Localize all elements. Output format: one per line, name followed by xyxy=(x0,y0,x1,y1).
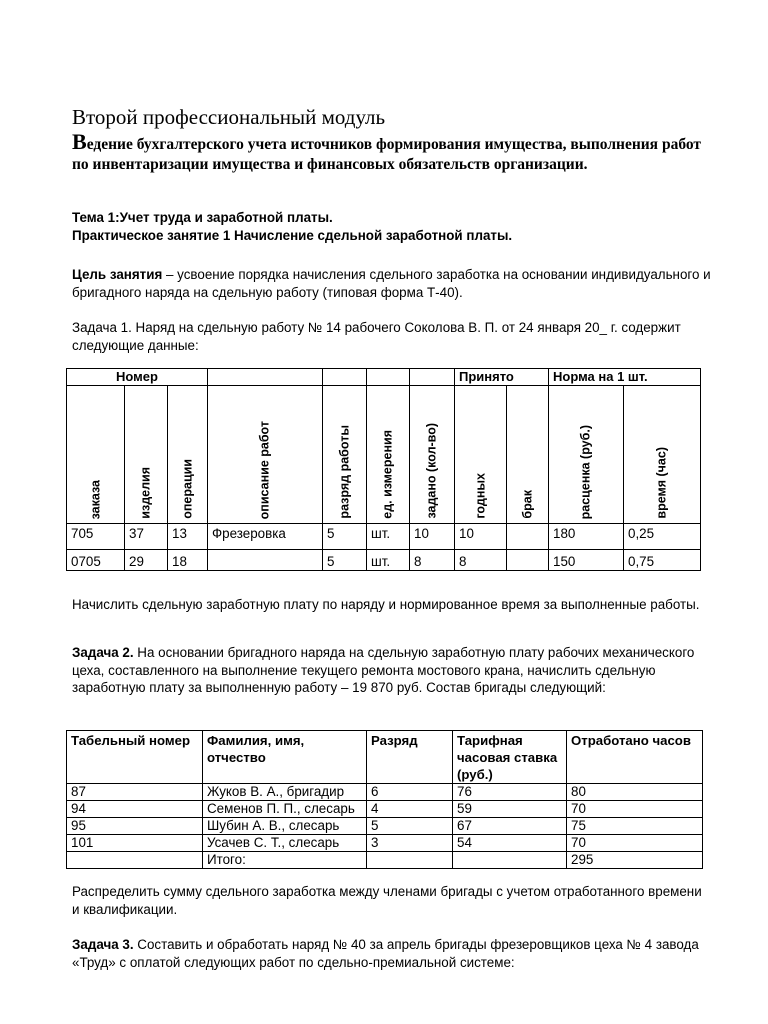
module-subtitle xyxy=(72,129,712,175)
table-cell: 75 xyxy=(567,818,703,835)
col-header-grade: Разряд xyxy=(367,731,453,784)
table-cell: Итого: xyxy=(203,852,367,869)
table-cell: 59 xyxy=(453,801,567,818)
task1-instruction: Начислить сдельную заработную плату по наряду и нормированное время за выполненные работы. xyxy=(72,597,700,612)
table-cell: 95 xyxy=(67,818,203,835)
task1-intro: Задача 1. Наряд на сдельную работу № 14 рабочего Соколова В. П. от 24 января 20_ г. содержит следующие данные: xyxy=(72,320,681,353)
table-row xyxy=(67,550,701,571)
col-header-rate: расценка (руб.) xyxy=(549,386,624,524)
table-cell: 705 xyxy=(67,524,125,550)
table-cell: 0,75 xyxy=(624,550,701,571)
col-header-unit: ед. измерения xyxy=(367,386,410,524)
header-spacer xyxy=(367,369,410,386)
lesson-title: Практическое занятие 1 Начисление сдельной заработной платы. xyxy=(72,228,513,243)
table-cell: 4 xyxy=(367,801,453,818)
task3-label: Задача 3. xyxy=(72,937,134,952)
table-cell: 37 xyxy=(125,524,168,550)
table-cell: 13 xyxy=(168,524,208,550)
task2-text: На основании бригадного наряда на сдельную заработную плату рабочих механического цеха, составленного на выполнение текущего ремонта мостового крана, начислить сдельную заработную плату за выполненную работу – 19 870 руб. Состав бригады следующий: xyxy=(72,645,695,695)
table-cell: Жуков В. А., бригадир xyxy=(203,784,367,801)
table-column-header-row xyxy=(67,386,701,524)
col-header-assigned: задано (кол-во) xyxy=(410,386,455,524)
header-norm-group: Норма на 1 шт. xyxy=(549,369,701,386)
brigade-table xyxy=(66,730,703,869)
table-cell xyxy=(367,852,453,869)
table-row xyxy=(67,801,703,818)
table-cell: 70 xyxy=(567,801,703,818)
table-header-row xyxy=(67,731,703,784)
col-header-defect: брак xyxy=(507,386,549,524)
table-cell xyxy=(453,852,567,869)
table-total-row xyxy=(67,852,703,869)
table-cell: 8 xyxy=(455,550,507,571)
col-header-operation: операции xyxy=(168,386,208,524)
table-cell: 87 xyxy=(67,784,203,801)
table-cell: 67 xyxy=(453,818,567,835)
col-header-item: изделия xyxy=(125,386,168,524)
header-spacer xyxy=(410,369,455,386)
table-row xyxy=(67,818,703,835)
table-cell: 76 xyxy=(453,784,567,801)
table-cell xyxy=(208,550,323,571)
col-header-full-name: Фамилия, имя, отчество xyxy=(203,731,367,784)
table-cell: 18 xyxy=(168,550,208,571)
task2-label: Задача 2. xyxy=(72,645,134,660)
table-cell: 150 xyxy=(549,550,624,571)
col-header-order: заказа xyxy=(67,386,125,524)
table-row xyxy=(67,784,703,801)
col-header-time: время (час) xyxy=(624,386,701,524)
table-cell: Фрезеровка xyxy=(208,524,323,550)
table-cell: Усачев С. Т., слесарь xyxy=(203,835,367,852)
table-cell xyxy=(507,550,549,571)
table-cell: 70 xyxy=(567,835,703,852)
header-accepted-group: Принято xyxy=(455,369,549,386)
table-cell: 5 xyxy=(323,550,367,571)
goal-text: – усвоение порядка начисления сдельного заработка на основании индивидуального и бригадного наряда на сдельную работу (типовая форма Т-40). xyxy=(72,267,711,300)
work-order-table xyxy=(66,368,701,571)
goal-paragraph xyxy=(72,266,712,301)
table-cell: 10 xyxy=(455,524,507,550)
col-header-hours-worked: Отработано часов xyxy=(567,731,703,784)
table-cell: 80 xyxy=(567,784,703,801)
table-cell: 0,25 xyxy=(624,524,701,550)
table-cell: 0705 xyxy=(67,550,125,571)
table-cell: 8 xyxy=(410,550,455,571)
table-cell: 54 xyxy=(453,835,567,852)
table-cell: 94 xyxy=(67,801,203,818)
table-cell: 295 xyxy=(567,852,703,869)
table-cell: 29 xyxy=(125,550,168,571)
table-cell: 5 xyxy=(323,524,367,550)
table-cell: шт. xyxy=(367,524,410,550)
subtitle-text: едение бухгалтерского учета источников формирования имущества, выполнения работ по инвентаризации имущества и финансовых обязательств организации. xyxy=(72,136,702,173)
table-cell: 5 xyxy=(367,818,453,835)
table-cell xyxy=(507,524,549,550)
table-row xyxy=(67,524,701,550)
col-header-tab-number: Табельный номер xyxy=(67,731,203,784)
table-cell: 10 xyxy=(410,524,455,550)
table-cell: Шубин А. В., слесарь xyxy=(203,818,367,835)
theme-title: Тема 1:Учет труда и заработной платы. xyxy=(72,210,333,225)
table-cell: 3 xyxy=(367,835,453,852)
table-row xyxy=(67,835,703,852)
task2-instruction: Распределить сумму сдельного заработка между членами бригады с учетом отработанного времени и квалификации. xyxy=(72,884,702,917)
col-header-description: описание работ xyxy=(208,386,323,524)
task3-text: Составить и обработать наряд № 40 за апрель бригады фрезеровщиков цеха № 4 завода «Труд» с оплатой следующих работ по сдельно-премиальной системе: xyxy=(72,937,699,970)
table-cell: шт. xyxy=(367,550,410,571)
task3-paragraph xyxy=(72,936,712,971)
table-cell: Семенов П. П., слесарь xyxy=(203,801,367,818)
page-title: Второй профессиональный модуль xyxy=(72,105,386,129)
table-cell xyxy=(67,852,203,869)
table-cell: 6 xyxy=(367,784,453,801)
col-header-good: годных xyxy=(455,386,507,524)
header-spacer xyxy=(323,369,367,386)
table-cell: 180 xyxy=(549,524,624,550)
header-spacer xyxy=(208,369,323,386)
goal-label: Цель занятия xyxy=(72,267,163,282)
subtitle-drop-letter: В xyxy=(72,129,87,154)
table-header-row xyxy=(67,369,701,386)
col-header-hourly-rate: Тарифная часовая ставка (руб.) xyxy=(453,731,567,784)
col-header-grade: разряд работы xyxy=(323,386,367,524)
theme-block xyxy=(72,209,712,245)
task2-paragraph xyxy=(72,644,712,697)
header-number-group: Номер xyxy=(67,369,208,386)
table-cell: 101 xyxy=(67,835,203,852)
